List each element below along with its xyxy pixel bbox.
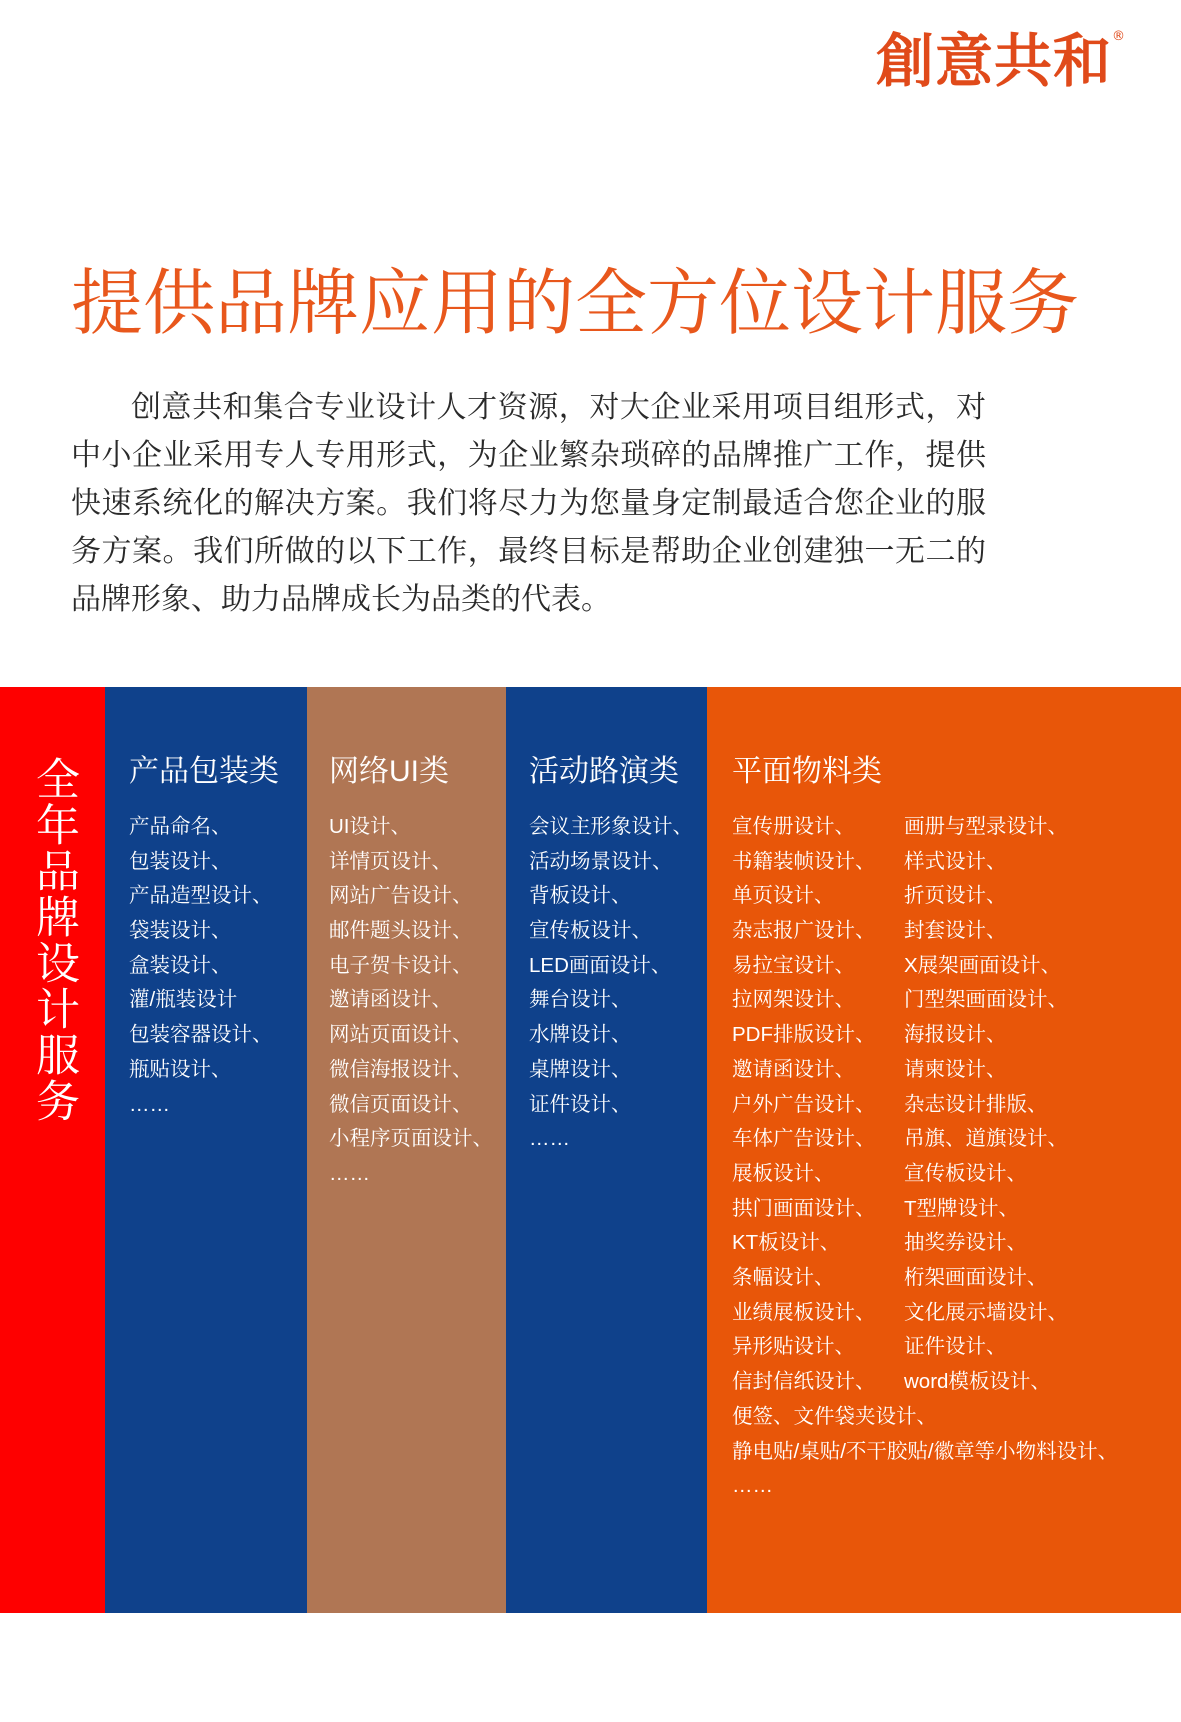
service-item: KT板设计、	[732, 1231, 841, 1255]
services-band	[0, 687, 1181, 1613]
registered-mark: ®	[1112, 29, 1127, 44]
service-item: 盒装设计、	[129, 953, 232, 977]
category-event	[506, 687, 707, 1613]
service-item: 户外广告设计、	[732, 1092, 876, 1116]
service-item: 信封信纸设计、	[732, 1370, 876, 1393]
service-item: 请柬设计、	[904, 1057, 1007, 1081]
service-item: ……	[329, 1161, 370, 1185]
category-title: 产品包装类	[129, 755, 279, 788]
service-item: UI设计、	[329, 815, 411, 838]
service-item: 杂志设计排版、	[904, 1092, 1048, 1116]
category-web-ui	[307, 687, 506, 1613]
annual-service-column	[0, 687, 105, 1613]
service-item: 门型架画面设计、	[904, 988, 1068, 1012]
category-title: 活动路演类	[529, 755, 679, 788]
service-item: X展架画面设计、	[904, 953, 1062, 977]
category-packaging	[105, 687, 307, 1613]
service-item: 拱门画面设计、	[732, 1196, 876, 1220]
service-item: 邀请函设计、	[732, 1057, 855, 1081]
service-item: 活动场景设计、	[529, 849, 673, 873]
annual-service-label: 全年品牌设计服务	[29, 756, 78, 1124]
service-item: 袋装设计、	[129, 919, 232, 943]
intro-line: 快速系统化的解决方案。我们将尽力为您量身定制最适合您企业的服	[71, 487, 986, 520]
service-item: 折页设计、	[904, 884, 1007, 908]
service-item: 详情页设计、	[329, 849, 452, 873]
service-item: 宣传册设计、	[732, 815, 855, 838]
service-item: 灌/瓶装设计	[129, 988, 238, 1012]
service-item: 便签、文件袋夹设计、	[732, 1404, 937, 1428]
service-item: 宣传板设计、	[904, 1161, 1027, 1185]
service-item: 邮件题头设计、	[329, 919, 473, 943]
page-title: 提供品牌应用的全方位设计服务	[71, 264, 1080, 344]
service-item: 背板设计、	[529, 884, 632, 908]
service-item: 展板设计、	[732, 1161, 835, 1185]
service-item: 画册与型录设计、	[904, 815, 1068, 838]
service-item: 桌牌设计、	[529, 1057, 632, 1081]
intro-line: 品牌形象、助力品牌成长为品类的代表。	[71, 583, 611, 616]
service-list	[129, 810, 273, 1122]
service-item: 条幅设计、	[732, 1265, 835, 1289]
service-item: 书籍装帧设计、	[732, 849, 876, 873]
service-item: 微信海报设计、	[329, 1057, 473, 1081]
service-list	[329, 810, 493, 1192]
service-item: 宣传板设计、	[529, 919, 652, 943]
service-item: 拉网架设计、	[732, 988, 855, 1012]
service-item: 单页设计、	[732, 884, 835, 908]
service-list	[529, 810, 693, 1157]
brand-logo	[876, 26, 1127, 96]
intro-paragraph	[71, 384, 986, 624]
service-item: 海报设计、	[904, 1023, 1007, 1047]
service-item: ……	[732, 1474, 773, 1498]
service-item: 易拉宝设计、	[732, 953, 855, 977]
service-item: word模板设计、	[904, 1370, 1051, 1393]
category-title: 网络UI类	[329, 755, 449, 788]
service-item: 水牌设计、	[529, 1023, 632, 1047]
service-item: 业绩展板设计、	[732, 1300, 876, 1324]
service-item: 网站广告设计、	[329, 884, 473, 908]
service-item: 封套设计、	[904, 919, 1007, 943]
service-item: 舞台设计、	[529, 988, 632, 1012]
service-item: 产品命名、	[129, 815, 232, 838]
service-item: 微信页面设计、	[329, 1092, 473, 1116]
service-list-right	[904, 810, 1068, 1400]
intro-line: 中小企业采用专人专用形式，为企业繁杂琐碎的品牌推广工作，提供	[71, 439, 986, 472]
service-item: 样式设计、	[904, 849, 1007, 873]
service-item: T型牌设计、	[904, 1196, 1020, 1220]
category-title: 平面物料类	[732, 755, 882, 788]
service-item: 包装容器设计、	[129, 1023, 273, 1047]
service-item: 产品造型设计、	[129, 884, 273, 908]
service-item: 小程序页面设计、	[329, 1127, 493, 1151]
service-item: 邀请函设计、	[329, 988, 452, 1012]
service-item: 会议主形象设计、	[529, 815, 693, 838]
intro-line: 创意共和集合专业设计人才资源，对大企业采用项目组形式，对	[131, 391, 986, 424]
service-item: PDF排版设计、	[732, 1023, 876, 1047]
service-item: 异形贴设计、	[732, 1335, 855, 1359]
service-item: 杂志报广设计、	[732, 919, 876, 943]
service-item: 网站页面设计、	[329, 1023, 473, 1047]
service-item: 瓶贴设计、	[129, 1057, 232, 1081]
brand-logo-text: 創意共和	[876, 27, 1113, 95]
service-item: 证件设计、	[904, 1335, 1007, 1359]
service-item: 车体广告设计、	[732, 1127, 876, 1151]
service-item: 电子贺卡设计、	[329, 953, 473, 977]
service-item: 文化展示墙设计、	[904, 1300, 1068, 1324]
service-item: 吊旗、道旗设计、	[904, 1127, 1068, 1151]
service-item: 证件设计、	[529, 1092, 632, 1116]
service-item: ……	[129, 1092, 170, 1116]
service-item: 静电贴/桌贴/不干胶贴/徽章等小物料设计、	[732, 1439, 1119, 1463]
service-item: 桁架画面设计、	[904, 1265, 1048, 1289]
service-list-left	[732, 810, 876, 1400]
service-item: LED画面设计、	[529, 953, 672, 977]
service-item: ……	[529, 1127, 570, 1151]
intro-line: 务方案。我们所做的以下工作，最终目标是帮助企业创建独一无二的	[71, 535, 986, 568]
service-item: 抽奖券设计、	[904, 1231, 1027, 1255]
service-item: 包装设计、	[129, 849, 232, 873]
service-list-wide	[732, 1400, 1118, 1504]
category-print	[707, 687, 1181, 1613]
